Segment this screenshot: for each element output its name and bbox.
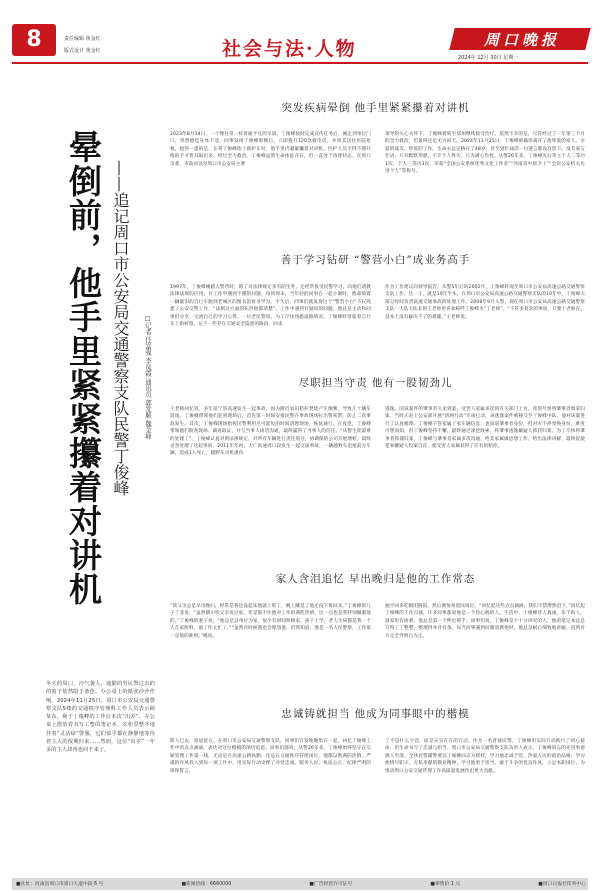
masthead-rule [12,62,588,64]
page-number: 8 [12,24,56,56]
footer-phone: ■新闻热线：6660000 [181,882,232,887]
headline: 晕倒前，他手里紧紧攥着对讲机 [64,130,103,606]
footer-price: ■零售价 1 元 [430,882,461,887]
footer-address: ■社址：河南省周口市周口大道中段 6 号 [16,882,104,887]
masthead [0,0,600,66]
body-text: 抽空回来吃顿团圆饭，然后便匆匆返回岗位。“回忆起这些点点滴滴，我们不禁潸然泪下。”回忆起丁俊峰的工作点滴，许多同事都说他是一个热心肠的人。生活中，丁俊峰待人真诚，乐于助人，谁家里有困难，他总是第一个伸出援手。同事们说，丁俊峰是个十分讲究的人，他的笔记本总是写得工工整整，整理得井井有条。每当同事遇到问题请教他时，他总是耐心细致地讲解，直到对方完全弄明白为止。 [385,604,585,639]
body-text: 2023年8月14日，一个像往常一样普通平凡的早晨，丁俊峰按时完成宣传任务后，刚走到单位门口，突然感觉身体不适。同事发现丁俊峰晕倒后，立即拨打120急救电话，并将其送往医院抢救。值得一提的是，在将丁俊峰抬上救护车时，他手里仍紧紧攥着对讲机，医护人员不得不掰开他的手才将其取出来。经过全力救治，丁俊峰虽然生命体征存在，但一直处于昏迷状态。在周口市委、市政府以及周口市公安局主要 [170,132,371,167]
credits: □记者 任富强 李凤霞 通讯员 郭发顺 魏金峰 [144,315,151,440]
footer-printer: ■周口日报社印务中心 [538,882,586,887]
subheading-1: 突发疾病晕倒 他手里紧紧攥着对讲机 [281,102,470,114]
subheading-4: 家人含泪追忆 早出晚归是他的工作常态 [275,573,476,585]
intro-text: 冬天的周口，冷气袭人，通勤的男民警过去的的窗子依然隐于蓝色。办公桌上的纸张沙沙作响。2024年11月25日，周口市公安局交通警察支队5楼的交通秩序管理科工作人员表示顾某东，利于丁俊峰的工作台本次“出差”。办公桌上摆放着书写工整的笔记本，衣柜里整齐地挂着“灵活绿”警服，它们似乎都在静静地等待着主人的按期归来……然而，这位“出差”一年多的主人却再也回不来了。 [46,681,155,754]
paper-name: 周口晚报 [483,31,560,49]
design-line: 版式设计 黄金红 [64,48,101,54]
subheading-5: 忠诚铸就担当 他成为同事眼中的楷模 [281,708,470,720]
body-text: 领导的关心关怀下，丁俊峰被转至郑州继续接受治疗。依然不幸的是，尽管经过了一年零三个月的全力救治，但最终还是无力回天。2024年11月25日，丁俊峰被确诊离开了他挚爱的家人、亲爱的战友、挚爱的工作，生命永远定格在了48岁，甚至到忙碌活一句遗言都没有留下。没有豪言壮语，只有默默奉献，不计个人得失，只为满心热忱。从警26年来，丁俊峰先后荣立个人二等功1次、个人三等功3次，荣获“全国公安系统优秀文化工作者”“河南省中原卫士”“全省公安机关先进个人”等称号。 [385,132,585,175]
subheadline: ——追记周口市公安局交通警察支队民警丁俊峰 [111,160,130,496]
subheading-2: 善于学习钻研 “警营小白”成业务高手 [280,254,471,266]
body-text: 逃逸。因该案件的肇事者久未到案，受害人家属多次到有关部门上访，希望尽快将肇事者缉拿归案。当时正赶上公安部开展“清网行动”专项行动，该逃逸案件被移交至丁俊峰中队，他对该案进行了认真梳理。丁俊峰不管家属丁家车辆信息，也知道肇事者身份，但对方不停变换身份，难度可想而知，但丁俊峰坚持不懈，最终通过深挖线索，将肇事逃逸嫌疑人抓获归案。为了尽快将肇事者抓捕归案，丁俊峰与肇事者家属多次沟通，给其家属做思想工作，给出法律讲解，最终促使犯罪嫌疑人投案自首，使受害人家属获得了应有的赔偿。 [385,407,585,450]
body-text: “我父亲总是早出晚归，经常是我还没起床他就上班了，晚上睡觉了他还没下班回来。”丁俊峰的儿子丁菲说，“虽然偶尔听父亲说过家，但是那不住他对工作的满腔热情，这一点也是我特别佩服他的。”丁俊峰的妻子说，“他总是以单位为家，很少有时间照顾家，孩子上学、老人生病都是我一个人在家照料，他工作太忙了。”“虽然有时候我也会埋怨他，但我知道，他是一名人民警察，工作第一是他的准则。”她说。 [170,604,371,639]
editor-line: 责任编辑 黄金红 [64,36,101,42]
date-line: 2024年 12月 30日 星期一 [458,55,519,61]
footer-info [16,880,586,889]
body-text: 作为工作建议向领导报告。从警5年后的2002年，丁俊峰转岗至周口市公安局高速公路交通警察支队工作，这一干，就是10年半头。在周口市公安局高速公路交通警察支队的10年中，丁俊峰大部分时间负责高速交通事故的处理工作。2008年9月入警，现任周口市公安局高速公路交通警察支队一大队大队长的王老师更喜欢称呼丁俊峰为“丁老师”。“不管多复杂的事故，只要丁老师在，基本上没有解决不了的难题。”王老师说。 [385,285,585,320]
body-text: 1997年，丁俊峰刚踏入警营时，除了对法律规定多有陌生外，还经常接受民警学习，向他们请教法律法规的应用，在工作中遇到不懂的问题，每到周末，当年轻的同事在一起小聚时，他却骑着一辆破旧的自行车跑到老城区的图书馆看书学习。不久后，同事们就发现这个“警营小白”不仅熟悉了公安交警工作，“法制这方面的东西他都清楚”，工作中遇到有疑问的问题，他总是主动和同事们分享，交流自己的学习心得。一位老民警说，为了尽快熟悉道路情况，丁俊峰经常骑着自行车上街转悠，记下一些存在交通安全隐患的路段，回来 [170,285,371,328]
body-text: 斯人已去，追思犹在。在周口市公安局交通警察支队，同事们自发地聚集在一起，回忆丁俊峰工作中的点点滴滴，表达对这位楷模的深切追思。同事们都说，从警26年来，丁俊峰始终坚守在交通管理工作第一线，无论是在高速公路执勤，还是在交通秩序管理岗位，他都以饱满的热情、严谨的作风投入到每一项工作中，用实际行动诠释了对党忠诚、服务人民、执法公正、纪律严明的铮铮誓言。 [170,739,371,774]
footer-license: ■广告经营许可证号 [309,882,353,887]
section-title: 社会与法·人物 [222,38,357,60]
subheading-3: 尽职担当守责 他有一股韧劲儿 [298,377,453,389]
body-text: 了不是什么空话，而是实实在在的行动。作为一名普通民警，丁俊峰用实际行动践行了初心使命，用生命书写了忠诚与担当。周口市公安局交通警察支队负责人表示，丁俊峰同志的先进事迹感人至深，全体民警辅警要以丁俊峰同志为榜样，学习他忠诚于党、热爱人民的政治品格，学习他恪尽职守、无私奉献的敬业精神，学习他勇于担当、敢于斗争的优良作风，立足本职岗位，为推动周口公安交通管理工作高质量发展作出更大贡献。 [385,739,585,774]
body-text: 王老师回忆说，多年前宁洛高速发生一起事故，因为附近农田秸秆焚烧产生烟雾，导致几十辆车追尾。丁俊峰带领他们驻到现场后，首先第一时间安排民警在事故现场拉出警戒带，防止二次事故发生。其次，丁俊峰现场指挥民警利用尽可能短的时间清理现场，恢复通行。在夜里，丁俊峰带领他们勘查现场、调查取证，并与当事人谈话沟通，最终赢得了当事人的信任。“从警生涯最难的处理了”。丁俊峰认真对照法律规定，对所有车辆进行责任划分，协调保险公司开展理赔，最终妥善处理了这起事故。2011年年初，大广高速周口段发生一起交通事故，一辆越野车追尾前方车辆，造成1人死亡，越野车司机重伤 [170,407,371,457]
